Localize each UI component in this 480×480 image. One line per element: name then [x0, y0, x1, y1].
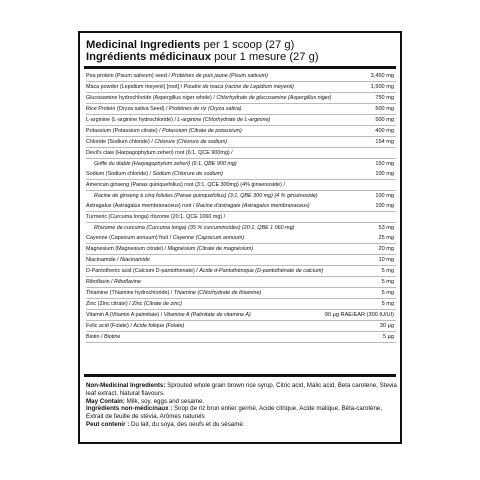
ingredient-name	[86, 332, 120, 342]
ingredient-amount: 53 mg	[378, 225, 394, 231]
ingredient-name-fr: Sodium (Chlorure de sodium)	[152, 171, 223, 177]
ingredient-name-fr: Thiamine (Chlorhydrate de thiamine)	[173, 290, 262, 296]
ingredient-row	[86, 82, 396, 93]
ingredient-row	[86, 288, 396, 299]
ingredient-name	[86, 277, 141, 287]
ingredient-amount: 5 mg	[381, 268, 394, 274]
peut-contenir-text: Du lait, du soya, des oeufs et du sésame.	[129, 420, 245, 428]
ingredient-row	[86, 332, 396, 343]
ingredient-name-fr: L-arginine (Chlorhydrate de L-arginine)	[177, 117, 271, 123]
ingredient-row	[86, 255, 396, 266]
ingredient-row	[86, 223, 396, 233]
ingredient-name	[86, 169, 223, 179]
ingredient-name-fr: Acide d-Pantothénique (D-pantothénate de calcium)	[199, 268, 324, 274]
ingredient-name-fr: Niacinamide	[120, 257, 150, 263]
ingredient-name-fr: Magnésium (Citrate de magnésium)	[167, 246, 254, 252]
ingredient-name-fr: Biotine	[103, 334, 121, 340]
ingredient-name-fr: Riboflavine	[114, 279, 141, 285]
ingredient-amount: 400 mg	[375, 128, 394, 134]
ingredient-name	[86, 244, 253, 254]
ingredient-name-fr: Poudre de maca (racine de Lepidium meyenii)	[183, 84, 294, 90]
ingredient-name	[86, 310, 251, 320]
ingredient-name	[86, 321, 184, 331]
ingredient-name-en: L-arginine (L-arginine hydrochloride) /	[86, 117, 178, 123]
ingredient-name-en: Riboflavin /	[86, 279, 115, 285]
ingredient-row	[86, 159, 396, 169]
peut-contenir	[86, 421, 398, 429]
ingredient-row	[86, 299, 396, 310]
header-line-fr	[86, 51, 396, 63]
ingredient-name-fr: Cayenne (Capsicum annuum)	[172, 235, 245, 241]
ingredient-amount: 30 µg	[379, 323, 394, 329]
ingredient-name-fr: Rhizome de curcuma (Curcuma longa) (35 % curcuminoïdes) (20:1, QBE 1 060 mg)	[94, 225, 295, 231]
ingredient-name-en: Niacinamide /	[86, 257, 121, 263]
ingredient-amount: 500 mg	[375, 106, 394, 112]
ingredient-name	[86, 255, 150, 265]
ingredient-name-en: Glucosamine hydrochloride (Aspergillus niger whole) /	[86, 95, 217, 101]
ingredient-row	[86, 93, 396, 104]
ingredient-amount: 100 mg	[375, 193, 394, 199]
ingredient-amount: 500 mg	[375, 117, 394, 123]
ingredient-row	[86, 233, 396, 244]
header-rule	[84, 66, 396, 69]
ingredient-amount: 150 mg	[375, 161, 394, 167]
ingredient-amount: 750 mg	[375, 95, 394, 101]
ingredient-name-en: D-Pantothenic acid (Calcium D-pantothenate) /	[86, 268, 200, 274]
ingredient-name	[86, 126, 242, 136]
ingredient-name-en: Pea protein (Pisum sativum) seed /	[86, 73, 172, 79]
ingredient-name-fr: Griffe du diable (Harpagophytum zeheri) (6:1, QBE 900 mg)	[94, 161, 237, 167]
ingredient-name-fr: Protéines de riz (Oryza sativa)	[169, 106, 242, 112]
non-medicinal-en-text: Sprouted whole grain brown rice syrup, Citric acid, Malic acid, Beta carotene, Stevia leaf extract, Natural flavours.	[86, 382, 397, 397]
title-fr: Ingrédients médicinaux	[86, 51, 211, 63]
ingredient-amount: 20 mg	[378, 246, 394, 252]
ingredient-name-en: Thiamine (Thiamine hydrochloride) /	[86, 290, 174, 296]
non-medicinal-fr	[86, 405, 398, 421]
ingredient-name-fr: Chlorure (Chlorure de sodium)	[154, 139, 228, 145]
ingredient-name	[86, 233, 244, 243]
ingredient-row	[86, 244, 396, 255]
qty-fr: pour 1 mesure (27 g)	[210, 51, 319, 63]
ingredient-name	[86, 104, 242, 114]
ingredient-row	[86, 180, 396, 191]
ingredient-name-fr: Chlorhydrate de glucosamine (Aspergillus niger)	[216, 95, 332, 101]
ingredient-amount: 90 µg RAE/EAR (300 IU/UI)	[324, 312, 394, 318]
ingredient-name	[86, 212, 225, 222]
ingredient-name	[86, 299, 182, 309]
ingredient-name-en: Turmeric (Curcuma longa) rhizome (20:1, QCE 1060 mg) /	[86, 214, 226, 220]
ingredient-name	[86, 180, 285, 190]
ingredient-name-en: Astragalus (Astragalus membranaceus) root /	[86, 203, 196, 209]
ingredients-panel	[78, 31, 402, 444]
panel-header	[86, 39, 396, 63]
ingredient-amount: 100 mg	[375, 171, 394, 177]
ingredient-amount: 3,450 mg	[370, 73, 394, 79]
ingredient-amount: 5 mg	[381, 290, 394, 296]
ingredient-amount: 154 mg	[375, 139, 394, 145]
ingredient-name	[86, 266, 323, 276]
ingredient-name-en: Cayenne (Capsicum annuum) fruit /	[86, 235, 173, 241]
ingredient-row	[86, 126, 396, 137]
ingredient-name-fr: Vitamine A (Palmitate de vitamine A)	[163, 312, 251, 318]
ingredient-name	[86, 288, 261, 298]
ingredient-amount: 1,500 mg	[370, 84, 394, 90]
non-medicinal-en	[86, 382, 398, 398]
ingredient-name	[86, 71, 268, 81]
ingredient-name	[86, 115, 270, 125]
ingredient-row	[86, 169, 396, 180]
non-medicinal-section	[86, 382, 398, 429]
qty-en: per 1 scoop (27 g)	[200, 39, 295, 51]
ingredient-name	[86, 148, 233, 158]
ingredient-name	[94, 159, 237, 169]
non-medicinal-fr-label: Ingrédients non-médicinaux :	[86, 405, 173, 413]
ingredient-row	[86, 321, 396, 332]
ingredient-row	[86, 266, 396, 277]
ingredient-amount: 25 mg	[378, 235, 394, 241]
ingredient-amount: 5 mg	[381, 279, 394, 285]
ingredient-name-en: Magnesium (Magnesium citrate) /	[86, 246, 168, 252]
header-line-en	[86, 39, 396, 51]
ingredient-row	[86, 115, 396, 126]
ingredient-row	[86, 201, 396, 212]
ingredient-name-fr: Zinc (Citrate de zinc)	[132, 301, 182, 307]
ingredient-list	[86, 71, 396, 343]
ingredient-row	[86, 148, 396, 159]
ingredient-name-en: Rice Protein (Oryza sativa Seed) /	[86, 106, 169, 112]
ingredient-name-en: Maca powder (Lepidium meyenii) [root] /	[86, 84, 184, 90]
ingredient-row	[86, 191, 396, 201]
ingredient-name-en: Sodium (Sodium chloride) /	[86, 171, 153, 177]
list-end-rule	[84, 374, 396, 377]
ingredient-name-en: Zinc (Zinc citrate) /	[86, 301, 133, 307]
ingredient-amount: 10 mg	[378, 257, 394, 263]
ingredient-name	[86, 93, 331, 103]
title-en: Medicinal Ingredients	[86, 39, 201, 51]
ingredient-name-en: Potassium (Potassium citrate) /	[86, 128, 163, 134]
ingredient-name	[86, 201, 310, 211]
ingredient-name-fr: Potassium (Citrate de potassium)	[162, 128, 242, 134]
ingredient-name	[86, 82, 294, 92]
ingredient-row	[86, 212, 396, 223]
ingredient-name	[86, 137, 227, 147]
ingredient-row	[86, 310, 396, 321]
ingredient-name-en: Folic acid (Folate) /	[86, 323, 134, 329]
ingredient-name-en: American ginseng (Panax quinquefolius) root (3:1, QCE 300mg) (4% ginsenoside) /	[86, 182, 285, 188]
ingredient-name-en: Biotin /	[86, 334, 104, 340]
ingredient-name-fr: Protéines de pois jaune (Pisum sativum)	[171, 73, 268, 79]
ingredient-name-en: Chloride (Sodium chloride) /	[86, 139, 155, 145]
ingredient-name-en: Vitamin A (Vitamin A palmitate) /	[86, 312, 164, 318]
may-contain	[86, 398, 398, 406]
ingredient-row	[86, 71, 396, 82]
ingredient-row	[86, 277, 396, 288]
ingredient-name-fr: Acide folique (Folate)	[133, 323, 185, 329]
ingredient-name	[94, 191, 318, 201]
may-contain-label: May Contain:	[86, 397, 125, 405]
ingredient-name-en: Devil's claw (Harpagophytum zeheri) root (6:1, QCE 900mg) /	[86, 150, 233, 156]
ingredient-name-fr: Racine de ginseng à cinq folioles (Panax quinquefolius) (3:1, QBE 300 mg) (4 % ginsénoside)	[94, 193, 318, 199]
non-medicinal-en-label: Non-Medicinal Ingredients:	[86, 382, 166, 389]
ingredient-row	[86, 137, 396, 148]
ingredient-amount: 5 mg	[381, 301, 394, 307]
ingredient-name-fr: Racine d'astragale (Astragalus membranaceus)	[195, 203, 310, 209]
non-medicinal-fr-text: Sirop de riz brun entier germé, Acide citrique, Acide malique, Bêta-carotène, Extrait de feuille de stévia, Arômes naturels	[86, 405, 383, 421]
ingredient-row	[86, 104, 396, 115]
may-contain-text: Milk, soy, eggs and sesame.	[124, 397, 205, 405]
ingredient-name	[94, 223, 294, 233]
ingredient-amount: 100 mg	[375, 203, 394, 209]
ingredient-amount: 5 µg	[383, 334, 394, 340]
peut-contenir-label: Peut contenir :	[86, 420, 130, 428]
